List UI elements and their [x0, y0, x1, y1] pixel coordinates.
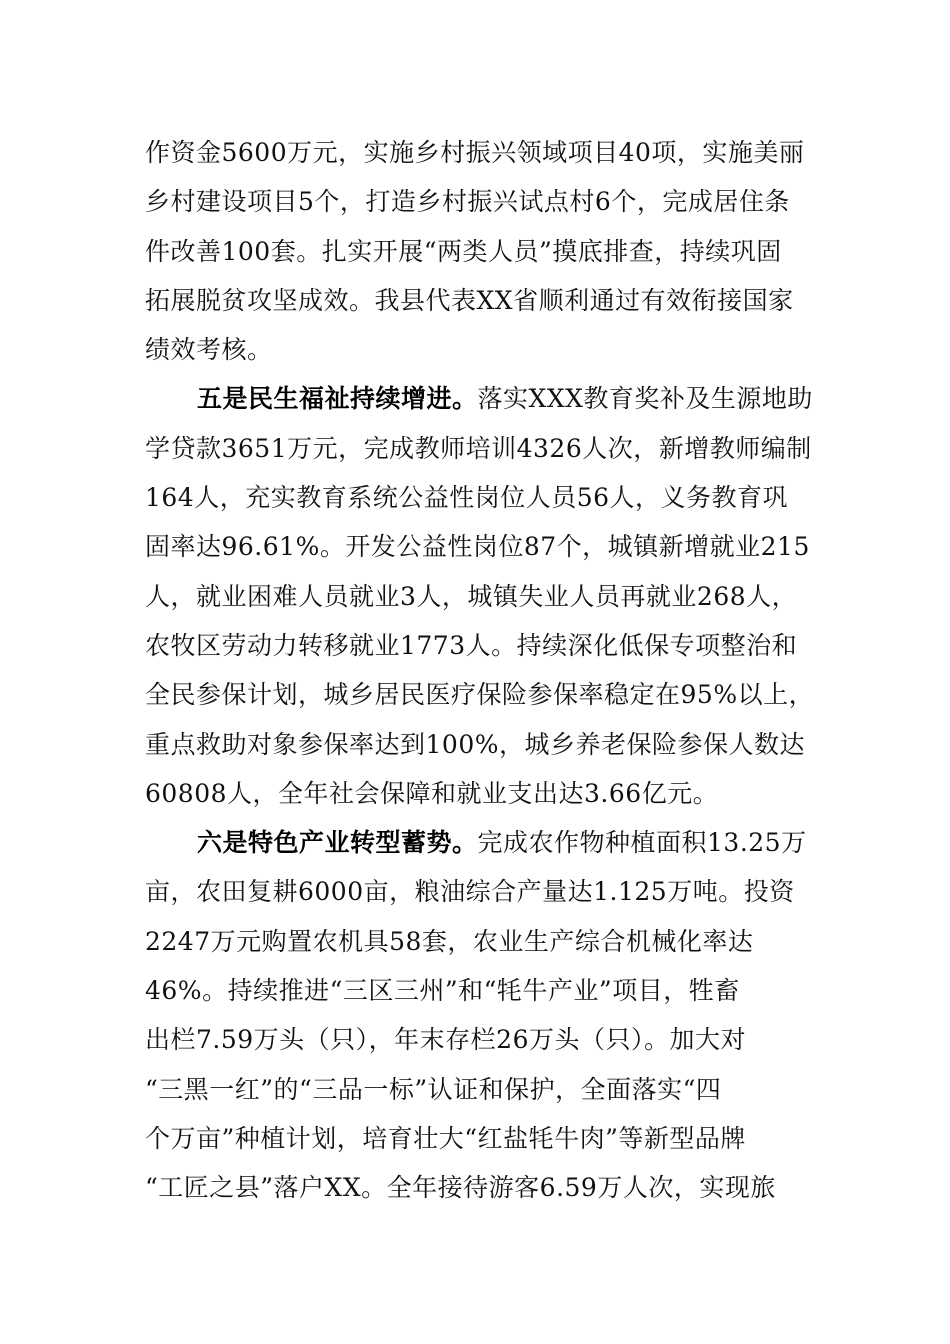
section-heading: 六是特色产业转型蓄势。: [197, 828, 478, 858]
paragraph-first-line: [145, 818, 830, 867]
text-line: 2247万元购置农机具58套，农业生产综合机械化率达: [145, 926, 754, 956]
text-line: 164人，充实教育系统公益性岗位人员56人，义务教育巩: [145, 483, 789, 513]
text-span: 完成农作物种植面积13.25万: [477, 828, 807, 858]
paragraph-intro: [145, 128, 830, 374]
text-span: 落实XXX教育奖补及生源地助: [477, 384, 813, 414]
text-line: 个万亩”种植计划，培育壮大“红盐牦牛肉”等新型品牌: [145, 1123, 746, 1153]
paragraph-section-5: [145, 374, 830, 818]
text-line: 人，就业困难人员就业3人，城镇失业人员再就业268人，: [145, 581, 798, 611]
document-body: [145, 128, 830, 1213]
text-line: 全民参保计划，城乡居民医疗保险参保率稳定在95%以上，: [145, 680, 815, 710]
text-line: 亩，农田复耕6000亩，粮油综合产量达1.125万吨。投资: [145, 877, 795, 907]
text-line: 作资金5600万元，实施乡村振兴领域项目40项，实施美丽: [145, 138, 805, 167]
text-line: 绩效考核。: [145, 335, 273, 365]
text-line: 件改善100套。扎实开展“两类人员”摸底排查，持续巩固: [145, 236, 782, 266]
text-line: “三黑一红”的“三品一标”认证和保护，全面落实“四: [145, 1074, 722, 1104]
paragraph-first-line: [145, 374, 830, 423]
text-line: 农牧区劳动力转移就业1773人。持续深化低保专项整治和: [145, 630, 798, 660]
text-line: 出栏7.59万头（只），年末存栏26万头（只）。加大对: [145, 1025, 746, 1055]
text-line: “工匠之县”落户XX。全年接待游客6.59万人次，实现旅: [145, 1173, 776, 1203]
text-line: 46%。持续推进“三区三州”和“牦牛产业”项目，牲畜: [145, 976, 740, 1006]
text-line: 60808人，全年社会保障和就业支出达3.66亿元。: [145, 778, 719, 808]
section-heading: 五是民生福祉持续增进。: [197, 384, 478, 414]
text-line: 乡村建设项目5个，打造乡村振兴试点村6个，完成居住条: [145, 187, 790, 217]
text-line: 学贷款3651万元，完成教师培训4326人次，新增教师编制: [145, 433, 812, 463]
text-line: 重点救助对象参保率达到100%，城乡养老保险参保人数达: [145, 729, 805, 759]
text-line: 拓展脱贫攻坚成效。我县代表XX省顺利通过有效衔接国家: [145, 285, 794, 315]
paragraph-section-6: [145, 818, 830, 1212]
text-line: 固率达96.61%。开发公益性岗位87个，城镇新增就业215: [145, 532, 810, 562]
